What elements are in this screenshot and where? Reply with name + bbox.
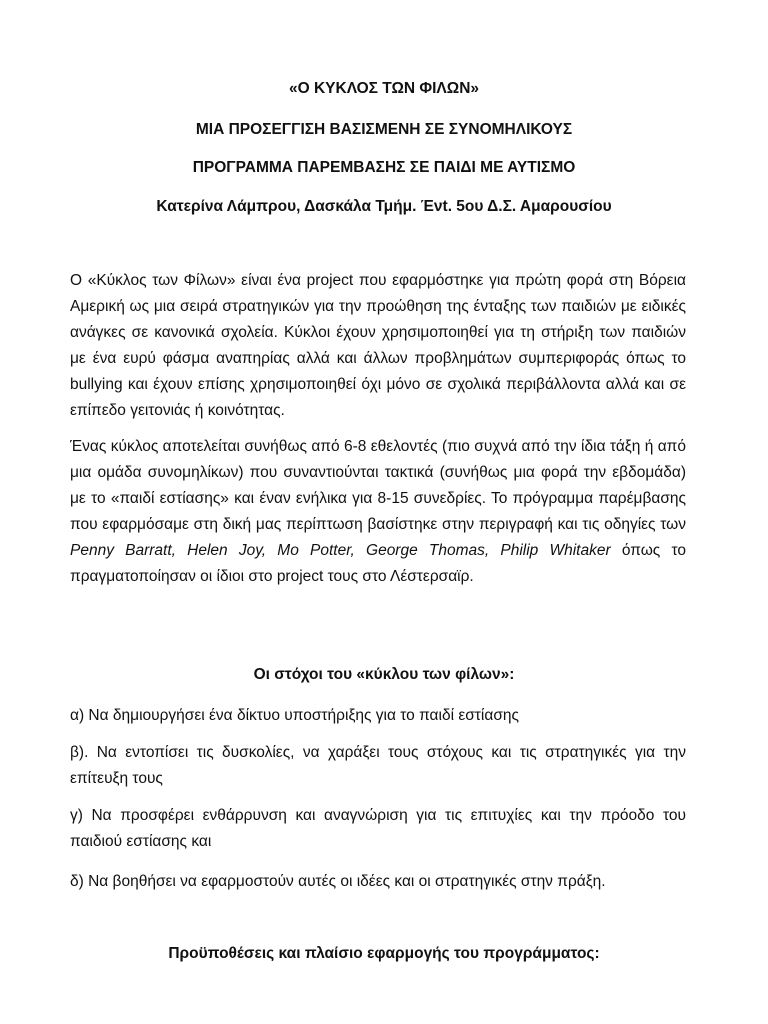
goal-item-c: γ) Να προσφέρει ενθάρρυνση και αναγνώριση για τις επιτυχίες και την πρόοδο του παιδιού εστίασης και [70, 807, 686, 850]
goal-item-b: β). Να εντοπίσει τις δυσκολίες, να χαράξει τους στόχους και τις στρατηγικές για την επίτευξη τους [70, 744, 686, 787]
goal-item-d: δ) Να βοηθήσει να εφαρμοστούν αυτές οι ιδέες και οι στρατηγικές στην πράξη. [70, 873, 606, 890]
conditions-heading: Προϋποθέσεις και πλαίσιο εφαρμογής του προγράμματος: [168, 945, 600, 962]
authors-names: Penny Barratt, Helen Joy, Mo Potter, George Thomas, Philip Whitaker [70, 542, 611, 559]
document-subtitle-2: ΠΡΟΓΡΑΜΜΑ ΠΑΡΕΜΒΑΣΗΣ ΣΕ ΠΑΙΔΙ ΜΕ ΑΥΤΙΣΜΟ [192, 159, 576, 176]
intro-paragraph: Ο «Κύκλος των Φίλων» είναι ένα project που εφαρμόστηκε για πρώτη φορά στη Βόρεια Αμερική ως μια σειρά στρατηγικών για την προώθηση της ένταξης των παιδιών με ειδικές ανάγκες σε κανονικά σχολεία. Κύκλοι έχουν χρησιμοποιηθεί για τη στήριξη των παιδιών με ένα ευρύ φάσμα αναπηρίας αλλά και άλλων προβλημάτων συμπεριφοράς όπως το bullying και έχουν επίσης χρησιμοποιηθεί όχι μόνο σε σχολικά περιβάλλοντα αλλά και σε επίπεδο γειτονιάς ή κοινότητας. [70, 272, 686, 419]
author-line: Κατερίνα Λάμπρου, Δασκάλα Τμήμ. Ένt. 5ου Δ.Σ. Αμαρουσίου [156, 198, 612, 215]
document-title: «Ο ΚΥΚΛΟΣ ΤΩΝ ΦΙΛΩΝ» [288, 80, 480, 97]
goal-item-a: α) Να δημιουργήσει ένα δίκτυο υποστήριξης για το παιδί εστίασης [70, 707, 519, 724]
paragraph2-text-start: Ένας κύκλος αποτελείται συνήθως από 6-8 εθελοντές (πιο συχνά από την ίδια τάξη ή από μια ομάδα συνομηλίκων) που συναντιούνται τακτικά (συνήθως μια φορά την εβδομάδα) με το «παιδί εστίασης» και έναν ενήλικα για 8-15 συνεδρίες. Το πρόγραμμα παρέμβασης που εφαρμόσαμε στη δική μας περίπτωση βασίστηκε στην περιγραφή και τις οδηγίες των [70, 438, 686, 533]
document-subtitle-1: ΜΙΑ ΠΡΟΣΕΓΓΙΣΗ ΒΑΣΙΣΜΕΝΗ ΣΕ ΣΥΝΟΜΗΛΙΚΟΥΣ [195, 121, 573, 138]
paragraph2-text-end: όπως το πραγματοποίησαν οι ίδιοι στο project τους στο Λέστερσαϊρ. [70, 542, 686, 585]
goals-heading: Οι στόχοι του «κύκλου των φίλων»: [253, 666, 515, 683]
circle-description-paragraph [70, 434, 686, 590]
